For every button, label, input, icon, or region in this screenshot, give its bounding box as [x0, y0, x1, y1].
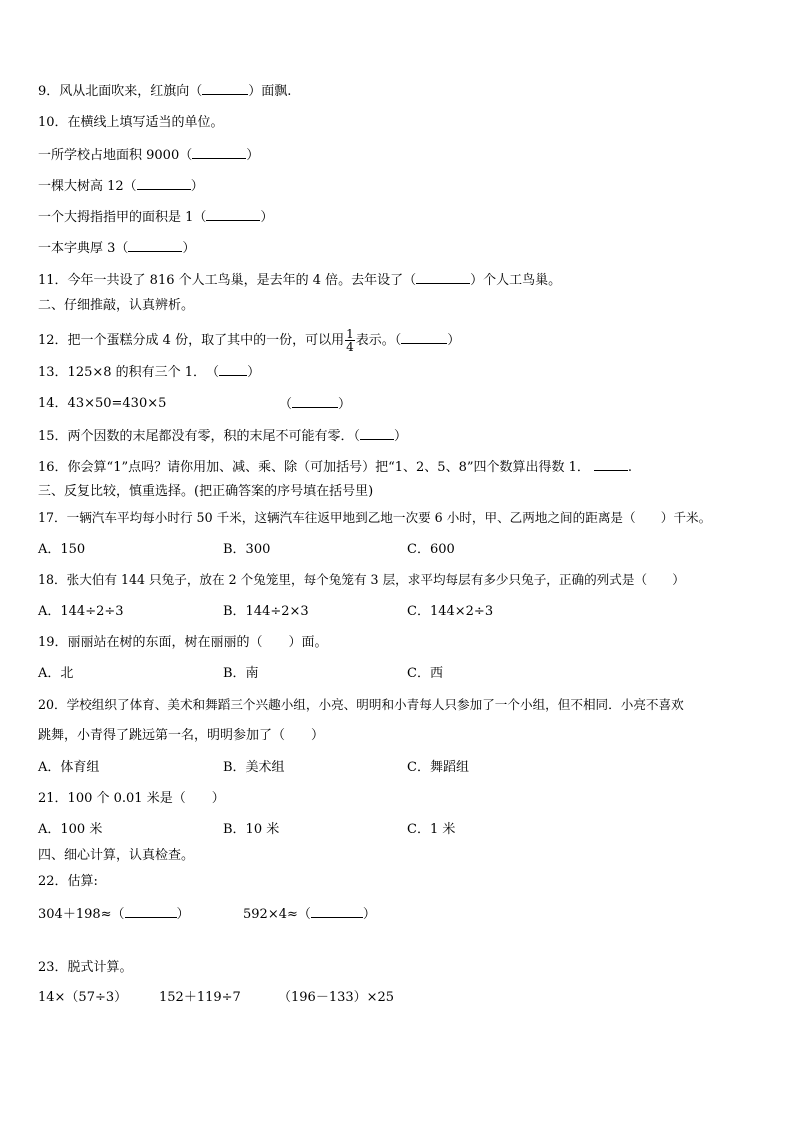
section-heading: 二、仔细推敲，认真辨析。 — [38, 298, 195, 313]
question-10-item — [38, 240, 195, 257]
answer-blank[interactable] — [401, 332, 447, 344]
option-a[interactable]: A．100 米 — [38, 822, 103, 837]
q12-text-pre: 12．把一个蛋糕分成 4 份，取了其中的一份，可以用 — [38, 333, 345, 348]
item-text: 一个大拇指指甲的面积是 1（ — [38, 210, 207, 225]
question-12 — [38, 328, 460, 353]
item-text: 一所学校占地面积 9000（ — [38, 148, 193, 163]
answer-blank[interactable] — [219, 364, 247, 376]
option-a[interactable]: A．体育组 — [38, 760, 100, 775]
fraction-denominator: 4 — [346, 340, 354, 354]
q12-text-mid: 表示。（ — [355, 333, 402, 348]
item-text: ） — [190, 179, 204, 194]
option-b[interactable]: B．144÷2×3 — [223, 604, 309, 619]
answer-blank[interactable] — [202, 83, 248, 95]
q14-text: 14．43×50=430×5 — [38, 396, 167, 411]
estimate-text: 304＋198≈（ — [38, 907, 125, 922]
q12-text-post: ） — [447, 333, 461, 348]
answer-blank[interactable] — [311, 906, 363, 918]
option-b[interactable]: B．300 — [223, 542, 271, 557]
answer-blank[interactable] — [292, 396, 338, 408]
answer-blank[interactable] — [360, 428, 394, 440]
question-10-item — [38, 147, 259, 164]
option-c[interactable]: C．西 — [407, 666, 443, 681]
option-b[interactable]: B．南 — [223, 666, 259, 681]
question-14 — [38, 396, 166, 412]
fraction — [345, 328, 355, 353]
answer-blank[interactable] — [206, 209, 260, 221]
paren-open: （ — [279, 397, 293, 412]
expression-1: 14×（57÷3） — [38, 990, 128, 1005]
question-18: 18．张大伯有 144 只兔子，放在 2 个兔笼里，每个兔笼有 3 层，求平均每层有多少只兔子，正确的列式是（ ） — [38, 572, 685, 587]
estimate-text: 592×4≈（ — [243, 907, 311, 922]
item-text: ） — [246, 148, 260, 163]
estimate-a — [38, 906, 190, 923]
q13-text-pre: 13．125×8 的积有三个 1． （ — [38, 365, 220, 380]
item-text: ） — [260, 210, 274, 225]
question-17: 17．一辆汽车平均每小时行 50 千米，这辆汽车往返甲地到乙地一次要 6 小时，甲、乙两地之间的距离是（ ）千米。 — [38, 510, 712, 525]
estimate-text: ） — [362, 907, 376, 922]
estimate-b — [243, 906, 376, 923]
question-20-line-2: 跳舞，小青得了跳远第一名，明明参加了（ ） — [38, 728, 325, 743]
question-10-item — [38, 178, 204, 195]
item-text: ） — [182, 241, 196, 256]
expression-3: （196－133）×25 — [278, 990, 395, 1005]
paren-close: ） — [338, 397, 352, 412]
question-10-item — [38, 209, 273, 226]
q15-text-pre: 15．两个因数的末尾都没有零，积的末尾不可能有零．（ — [38, 429, 361, 444]
question-23-title: 23．脱式计算。 — [38, 960, 133, 975]
question-13 — [38, 364, 260, 381]
expression-2: 152＋119÷7 — [159, 990, 241, 1005]
estimate-text: ） — [176, 907, 190, 922]
item-text: 一本字典厚 3（ — [38, 241, 129, 256]
option-b[interactable]: B．10 米 — [223, 822, 280, 837]
option-c[interactable]: C．1 米 — [407, 822, 456, 837]
q14-answer — [279, 396, 351, 413]
question-20-line-1: 20．学校组织了体育、美术和舞蹈三个兴趣小组，小亮、明明和小青每人只参加了一个小组，但不相同．小亮不喜欢 — [38, 697, 684, 712]
question-15 — [38, 428, 407, 445]
option-a[interactable]: A．144÷2÷3 — [38, 604, 124, 619]
answer-blank[interactable] — [594, 459, 628, 471]
option-b[interactable]: B．美术组 — [223, 760, 285, 775]
answer-blank[interactable] — [192, 147, 246, 159]
q9-text-post: ）面飘. — [248, 84, 292, 99]
question-21: 21．100 个 0.01 米是（ ） — [38, 791, 225, 806]
q13-text-post: ） — [247, 365, 261, 380]
answer-blank[interactable] — [416, 272, 470, 284]
question-19: 19．丽丽站在树的东面，树在丽丽的（ ）面。 — [38, 635, 328, 650]
q9-text-pre: 9．风从北面吹来，红旗向（ — [38, 84, 203, 99]
option-a[interactable]: A．150 — [38, 542, 86, 557]
answer-blank[interactable] — [128, 240, 182, 252]
q15-text-post: ） — [394, 429, 408, 444]
question-11 — [38, 272, 561, 289]
item-text: 一棵大树高 12（ — [38, 179, 137, 194]
section-heading: 三、反复比较，慎重选择。(把正确答案的序号填在括号里) — [38, 484, 374, 499]
option-c[interactable]: C．舞蹈组 — [407, 760, 469, 775]
option-a[interactable]: A．北 — [38, 666, 74, 681]
section-heading: 四、细心计算，认真检查。 — [38, 848, 195, 863]
q11-text-post: ）个人工鸟巢。 — [470, 273, 562, 288]
q16-text-pre: 16．你会算“1”点吗？请你用加、减、乘、除（可加括号）把“1、2、5、8”四个数算出得数 1． — [38, 460, 590, 475]
option-c[interactable]: C．600 — [407, 542, 455, 557]
question-16 — [38, 459, 632, 476]
answer-blank[interactable] — [137, 178, 191, 190]
question-9 — [38, 83, 291, 100]
option-c[interactable]: C．144×2÷3 — [407, 604, 494, 619]
question-10-title: 10．在横线上填写适当的单位。 — [38, 115, 224, 130]
fraction-numerator: 1 — [346, 327, 354, 341]
question-22-title: 22．估算: — [38, 874, 98, 889]
q16-text-post: . — [627, 460, 633, 475]
q11-text-pre: 11．今年一共设了 816 个人工鸟巢，是去年的 4 倍。去年设了（ — [38, 273, 417, 288]
answer-blank[interactable] — [125, 906, 177, 918]
